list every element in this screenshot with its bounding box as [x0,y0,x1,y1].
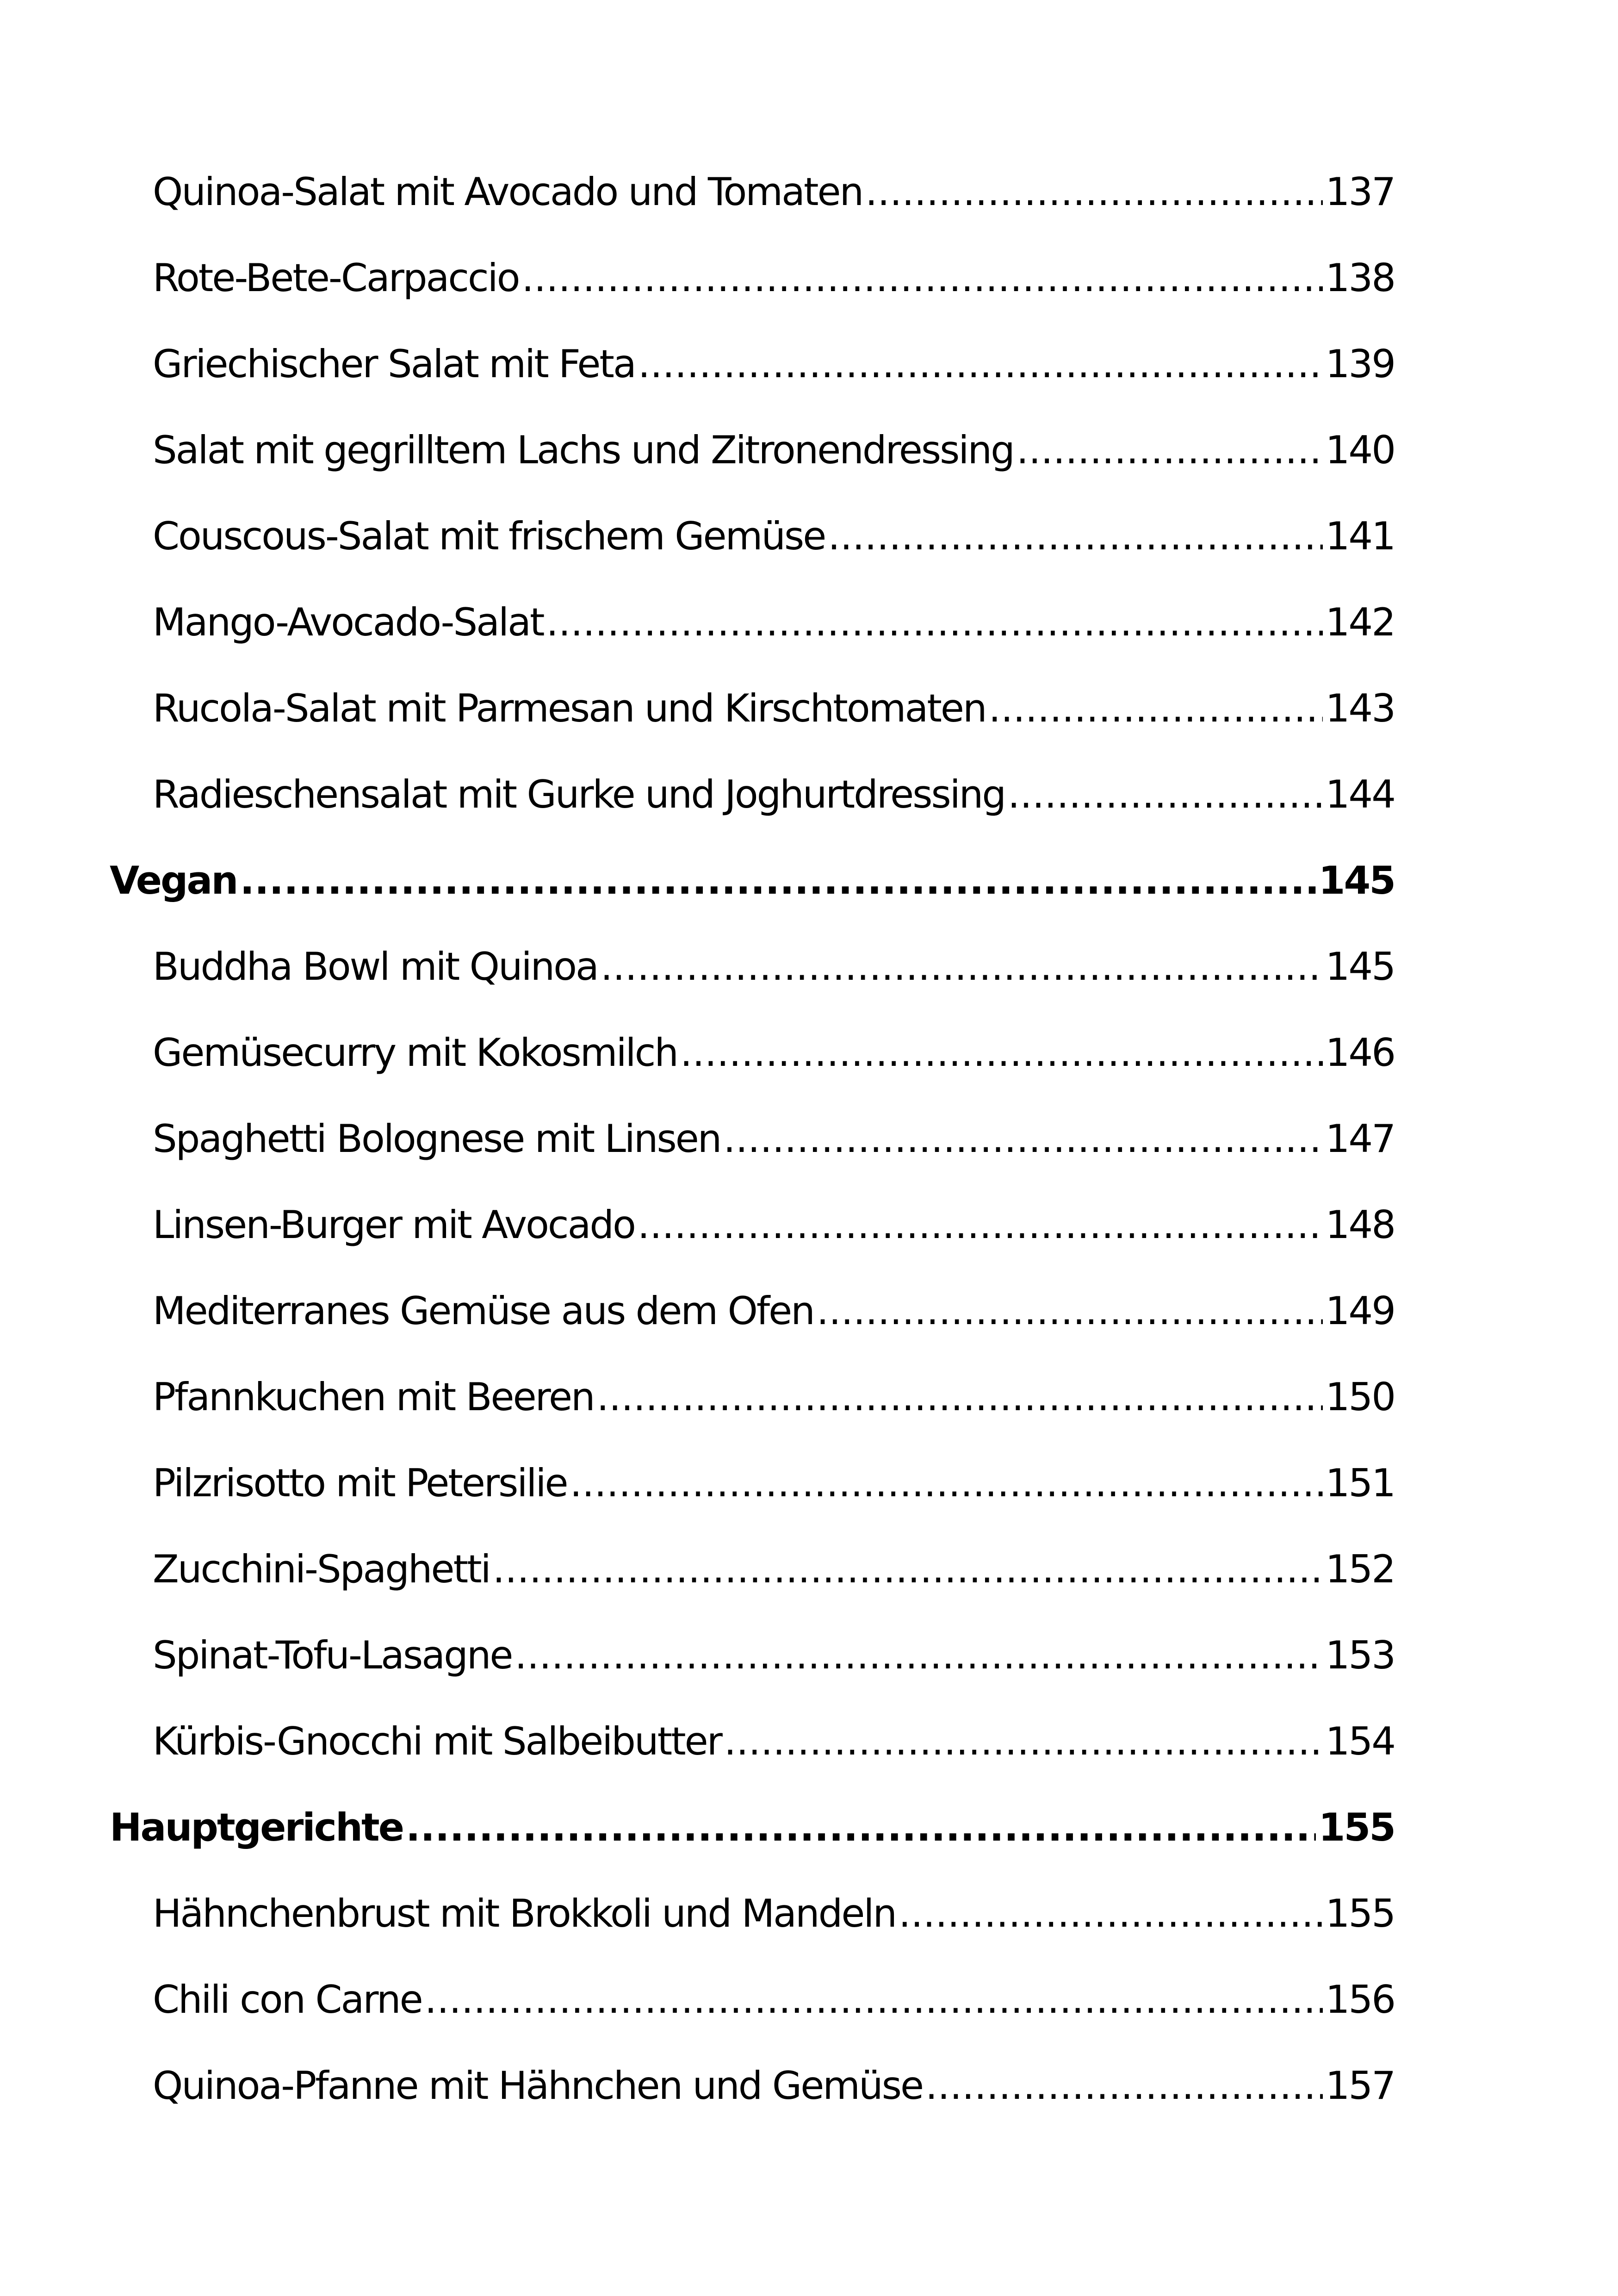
dot-leader [1017,423,1323,478]
toc-entry-page: 151 [1325,1461,1395,1506]
toc-entry[interactable] [153,767,1395,822]
toc-entry-title: Kürbis-Gnocchi mit Salbeibutter [153,1719,721,1764]
toc-entry-page: 142 [1325,600,1395,645]
toc-entry-page: 147 [1325,1116,1395,1161]
toc-entry[interactable] [153,1369,1395,1425]
dot-leader [406,1800,1316,1855]
toc-entry-title: Mango-Avocado-Salat [153,600,544,645]
toc-entry[interactable] [153,1542,1395,1597]
toc-entry-page: 152 [1325,1547,1395,1592]
dot-leader [425,1972,1323,2028]
toc-entry[interactable] [153,1886,1395,1941]
dot-leader [638,1197,1323,1253]
toc-entry-title: Radieschensalat mit Gurke und Joghurtdressing [153,772,1005,817]
toc-entry-title: Couscous-Salat mit frischem Gemüse [153,514,825,559]
toc-entry[interactable] [153,423,1395,478]
toc-entry-page: 156 [1325,1977,1395,2022]
dot-leader [680,1025,1323,1081]
toc-entry-page: 148 [1325,1202,1395,1247]
toc-entry-page: 140 [1325,428,1395,473]
dot-leader [1008,767,1323,822]
toc-entry-page: 153 [1325,1633,1395,1678]
toc-entry-page: 137 [1325,169,1395,214]
toc-entry-title: Spinat-Tofu-Lasagne [153,1633,512,1678]
dot-leader [493,1542,1323,1597]
toc-entry-page: 155 [1325,1891,1395,1936]
toc-entry[interactable] [153,1714,1395,1769]
toc-entry[interactable] [153,250,1395,306]
dot-leader [723,1111,1322,1167]
toc-entry-page: 149 [1325,1288,1395,1333]
toc-entry[interactable] [153,1197,1395,1253]
toc-entry-title: Buddha Bowl mit Quinoa [153,944,598,989]
toc-entry-title: Zucchini-Spaghetti [153,1547,490,1592]
toc-entry[interactable] [153,1972,1395,2028]
toc-entry-title: Spaghetti Bolognese mit Linsen [153,1116,721,1161]
toc-entry-page: 154 [1325,1719,1395,1764]
dot-leader [724,1714,1323,1769]
toc-entry-page: 157 [1325,2063,1395,2108]
toc-entry-title: Mediterranes Gemüse aus dem Ofen [153,1288,814,1333]
toc-entry[interactable] [153,1025,1395,1081]
toc-section[interactable] [110,853,1395,908]
toc-section-page: 145 [1318,858,1395,903]
toc-entry-page: 141 [1325,514,1395,559]
toc-entry-page: 143 [1325,686,1395,731]
toc-entry[interactable] [153,509,1395,564]
dot-leader [521,250,1322,306]
toc-entry-title: Linsen-Burger mit Avocado [153,1202,635,1247]
dot-leader [828,509,1322,564]
toc-entry-page: 144 [1325,772,1395,817]
toc-entry[interactable] [153,1111,1395,1167]
toc-entry-title: Griechischer Salat mit Feta [153,342,635,386]
dot-leader [240,853,1316,908]
toc-entry-page: 150 [1325,1375,1395,1419]
toc-section-page: 155 [1318,1805,1395,1850]
toc-entry[interactable] [153,1283,1395,1339]
dot-leader [865,164,1322,220]
dot-leader [601,939,1323,995]
toc-section[interactable] [110,1800,1395,1855]
toc-entry-title: Chili con Carne [153,1977,422,2022]
toc-entry-title: Salat mit gegrilltem Lachs und Zitronendressing [153,428,1014,473]
dot-leader [638,336,1323,392]
toc-entry[interactable] [153,164,1395,220]
toc-entry-page: 145 [1325,944,1395,989]
toc-entry-page: 146 [1325,1030,1395,1075]
toc-entry[interactable] [153,681,1395,736]
toc-entry-title: Pilzrisotto mit Petersilie [153,1461,567,1506]
toc-entry-title: Pfannkuchen mit Beeren [153,1375,594,1419]
dot-leader [925,2058,1323,2114]
toc-entry[interactable] [153,2058,1395,2114]
toc-entry-title: Rucola-Salat mit Parmesan und Kirschtomaten [153,686,986,731]
dot-leader [899,1886,1323,1941]
toc-entry-title: Quinoa-Pfanne mit Hähnchen und Gemüse [153,2063,923,2108]
toc-entry-title: Rote-Bete-Carpaccio [153,255,519,300]
toc-entry[interactable] [153,1456,1395,1511]
toc-entry-title: Gemüsecurry mit Kokosmilch [153,1030,677,1075]
toc-entry-title: Quinoa-Salat mit Avocado und Tomaten [153,169,863,214]
toc-section-title: Hauptgerichte [110,1805,403,1850]
dot-leader [546,595,1323,650]
dot-leader [515,1628,1323,1683]
toc-entry[interactable] [153,336,1395,392]
toc-entry[interactable] [153,595,1395,650]
toc-entry[interactable] [153,939,1395,995]
dot-leader [597,1369,1323,1425]
dot-leader [989,681,1323,736]
toc-section-title: Vegan [110,858,237,903]
dot-leader [817,1283,1323,1339]
toc-entry[interactable] [153,1628,1395,1683]
toc-entry-page: 139 [1325,342,1395,386]
dot-leader [570,1456,1323,1511]
toc-entry-page: 138 [1325,255,1395,300]
toc-entry-title: Hähnchenbrust mit Brokkoli und Mandeln [153,1891,896,1936]
